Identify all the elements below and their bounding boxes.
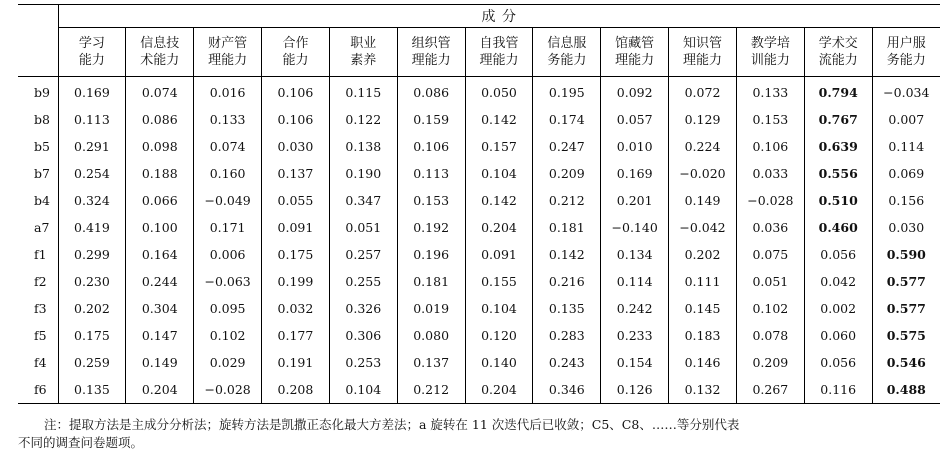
column-header-line2: 理能力 bbox=[615, 53, 655, 68]
loading-cell: 0.153 bbox=[736, 106, 804, 133]
loading-cell: 0.247 bbox=[533, 133, 601, 160]
loading-cell: 0.106 bbox=[736, 133, 804, 160]
loading-cell: 0.106 bbox=[397, 133, 465, 160]
loading-cell: 0.291 bbox=[58, 133, 126, 160]
loading-cell: 0.114 bbox=[872, 133, 940, 160]
loading-cell: 0.299 bbox=[58, 241, 126, 268]
loading-cell: 0.137 bbox=[397, 349, 465, 376]
loading-cell: 0.100 bbox=[126, 214, 194, 241]
loading-cell: 0.066 bbox=[126, 187, 194, 214]
loading-cell: 0.135 bbox=[58, 376, 126, 404]
loading-cell: 0.033 bbox=[736, 160, 804, 187]
loading-cell: 0.113 bbox=[58, 106, 126, 133]
loading-cell: 0.104 bbox=[329, 376, 397, 404]
loading-cell: 0.133 bbox=[736, 77, 804, 107]
loading-cell: 0.115 bbox=[329, 77, 397, 107]
loading-cell: 0.149 bbox=[669, 187, 737, 214]
loading-cell: 0.171 bbox=[194, 214, 262, 241]
loading-cell: 0.080 bbox=[397, 322, 465, 349]
loading-cell: 0.196 bbox=[397, 241, 465, 268]
loading-cell: 0.154 bbox=[601, 349, 669, 376]
column-header bbox=[669, 28, 737, 77]
column-header-line1: 职业 bbox=[350, 36, 377, 51]
header-corner bbox=[18, 4, 58, 77]
column-header-line2: 能力 bbox=[282, 53, 309, 68]
loading-cell: 0.075 bbox=[736, 241, 804, 268]
loading-cell: 0.010 bbox=[601, 133, 669, 160]
column-header bbox=[194, 28, 262, 77]
loading-cell: 0.007 bbox=[872, 106, 940, 133]
loading-cell: 0.159 bbox=[397, 106, 465, 133]
loading-cell: 0.794 bbox=[804, 77, 872, 107]
loading-cell: 0.488 bbox=[872, 376, 940, 404]
loading-cell: 0.142 bbox=[533, 241, 601, 268]
loading-cell: 0.202 bbox=[669, 241, 737, 268]
loading-cell: 0.019 bbox=[397, 295, 465, 322]
loading-cell: 0.546 bbox=[872, 349, 940, 376]
column-header bbox=[58, 28, 126, 77]
loading-cell: 0.074 bbox=[194, 133, 262, 160]
loading-cell: 0.060 bbox=[804, 322, 872, 349]
loading-cell: 0.051 bbox=[736, 268, 804, 295]
column-header-line1: 知识管 bbox=[683, 36, 723, 51]
column-header-line2: 素养 bbox=[350, 53, 377, 68]
column-header-line1: 用户服 bbox=[886, 36, 926, 51]
loading-cell: 0.102 bbox=[194, 322, 262, 349]
row-label: f6 bbox=[18, 376, 58, 404]
loading-cell: 0.092 bbox=[601, 77, 669, 107]
loading-cell: 0.181 bbox=[533, 214, 601, 241]
loading-cell: 0.102 bbox=[736, 295, 804, 322]
loading-cell: 0.113 bbox=[397, 160, 465, 187]
loading-cell: 0.257 bbox=[329, 241, 397, 268]
table-row bbox=[18, 241, 940, 268]
column-header-line1: 学习 bbox=[78, 36, 105, 51]
loading-cell: 0.324 bbox=[58, 187, 126, 214]
loading-cell: 0.590 bbox=[872, 241, 940, 268]
loading-cell: −0.063 bbox=[194, 268, 262, 295]
loading-cell: −0.140 bbox=[601, 214, 669, 241]
component-matrix-table bbox=[18, 4, 940, 404]
loading-cell: 0.209 bbox=[736, 349, 804, 376]
loading-cell: 0.283 bbox=[533, 322, 601, 349]
loading-cell: 0.202 bbox=[58, 295, 126, 322]
column-header-line2: 理能力 bbox=[683, 53, 723, 68]
table-row bbox=[18, 187, 940, 214]
loading-cell: 0.255 bbox=[329, 268, 397, 295]
loading-cell: 0.056 bbox=[804, 241, 872, 268]
column-header bbox=[804, 28, 872, 77]
column-header-line2: 流能力 bbox=[818, 53, 858, 68]
loading-cell: 0.347 bbox=[329, 187, 397, 214]
loading-cell: 0.074 bbox=[126, 77, 194, 107]
column-header bbox=[601, 28, 669, 77]
loading-cell: 0.177 bbox=[262, 322, 330, 349]
loading-cell: 0.051 bbox=[329, 214, 397, 241]
loading-cell: 0.091 bbox=[262, 214, 330, 241]
table-row bbox=[18, 214, 940, 241]
loading-cell: 0.175 bbox=[58, 322, 126, 349]
loading-cell: 0.146 bbox=[669, 349, 737, 376]
loading-cell: 0.145 bbox=[669, 295, 737, 322]
loading-cell: 0.253 bbox=[329, 349, 397, 376]
loading-cell: 0.212 bbox=[397, 376, 465, 404]
row-label: b7 bbox=[34, 166, 50, 181]
loading-cell: 0.577 bbox=[872, 268, 940, 295]
loading-cell: 0.224 bbox=[669, 133, 737, 160]
loading-cell: 0.142 bbox=[465, 106, 533, 133]
table-row bbox=[18, 376, 940, 404]
row-label: f1 bbox=[34, 247, 47, 262]
loading-cell: 0.098 bbox=[126, 133, 194, 160]
loading-cell: 0.201 bbox=[601, 187, 669, 214]
loading-cell: 0.190 bbox=[329, 160, 397, 187]
loading-cell: 0.304 bbox=[126, 295, 194, 322]
row-label: b9 bbox=[34, 85, 50, 100]
loading-cell: 0.042 bbox=[804, 268, 872, 295]
loading-cell: 0.120 bbox=[465, 322, 533, 349]
column-header-line2: 理能力 bbox=[411, 53, 451, 68]
column-header-line1: 馆藏管 bbox=[615, 36, 655, 51]
loading-cell: 0.050 bbox=[465, 77, 533, 107]
loading-cell: 0.140 bbox=[465, 349, 533, 376]
loading-cell: 0.767 bbox=[804, 106, 872, 133]
loading-cell: 0.243 bbox=[533, 349, 601, 376]
component-group-header: 成 分 bbox=[58, 4, 940, 28]
loading-cell: 0.111 bbox=[669, 268, 737, 295]
loading-cell: 0.030 bbox=[872, 214, 940, 241]
loading-cell: −0.049 bbox=[194, 187, 262, 214]
note-line-1: 注：提取方法是主成分分析法；旋转方法是凯撒正态化最大方差法；a 旋转在 11 次迭代后已收敛；C5、C8、……等分别代表 bbox=[44, 417, 740, 432]
loading-cell: 0.199 bbox=[262, 268, 330, 295]
loading-cell: 0.460 bbox=[804, 214, 872, 241]
loading-cell: 0.091 bbox=[465, 241, 533, 268]
loading-cell: 0.055 bbox=[262, 187, 330, 214]
row-label: f5 bbox=[34, 328, 47, 343]
loading-cell: 0.212 bbox=[533, 187, 601, 214]
loading-cell: 0.191 bbox=[262, 349, 330, 376]
loading-cell: 0.137 bbox=[262, 160, 330, 187]
loading-cell: 0.057 bbox=[601, 106, 669, 133]
table-row bbox=[18, 322, 940, 349]
loading-cell: 0.160 bbox=[194, 160, 262, 187]
loading-cell: 0.149 bbox=[126, 349, 194, 376]
loading-cell: 0.122 bbox=[329, 106, 397, 133]
loading-cell: −0.028 bbox=[194, 376, 262, 404]
column-header-line1: 教学培 bbox=[750, 36, 790, 51]
loading-cell: 0.133 bbox=[194, 106, 262, 133]
loading-cell: 0.195 bbox=[533, 77, 601, 107]
loading-cell: 0.174 bbox=[533, 106, 601, 133]
loading-cell: 0.156 bbox=[872, 187, 940, 214]
loading-cell: 0.153 bbox=[397, 187, 465, 214]
row-label: f3 bbox=[34, 301, 47, 316]
column-header bbox=[126, 28, 194, 77]
loading-cell: 0.242 bbox=[601, 295, 669, 322]
loading-cell: 0.306 bbox=[329, 322, 397, 349]
column-header-line1: 财产管 bbox=[208, 36, 248, 51]
loading-cell: 0.254 bbox=[58, 160, 126, 187]
row-label: a7 bbox=[34, 220, 50, 235]
column-header-line2: 术能力 bbox=[140, 53, 180, 68]
loading-cell: 0.188 bbox=[126, 160, 194, 187]
row-label: f2 bbox=[34, 274, 47, 289]
loading-cell: 0.086 bbox=[397, 77, 465, 107]
loading-cell: −0.042 bbox=[669, 214, 737, 241]
loading-cell: 0.169 bbox=[601, 160, 669, 187]
column-header-line1: 信息技 bbox=[140, 36, 180, 51]
loading-cell: 0.116 bbox=[804, 376, 872, 404]
column-header-line1: 信息服 bbox=[547, 36, 587, 51]
column-header bbox=[397, 28, 465, 77]
column-header-line1: 学术交 bbox=[818, 36, 858, 51]
loading-cell: 0.244 bbox=[126, 268, 194, 295]
loading-cell: 0.169 bbox=[58, 77, 126, 107]
column-header bbox=[262, 28, 330, 77]
column-header-line2: 能力 bbox=[78, 53, 105, 68]
loading-matrix bbox=[18, 4, 940, 450]
table-row bbox=[18, 77, 940, 107]
loading-cell: 0.016 bbox=[194, 77, 262, 107]
column-header-line2: 务能力 bbox=[886, 53, 926, 68]
loading-cell: 0.138 bbox=[329, 133, 397, 160]
loading-cell: 0.030 bbox=[262, 133, 330, 160]
loading-cell: 0.267 bbox=[736, 376, 804, 404]
column-header bbox=[465, 28, 533, 77]
row-label: b4 bbox=[34, 193, 50, 208]
loading-cell: 0.326 bbox=[329, 295, 397, 322]
loading-cell: 0.346 bbox=[533, 376, 601, 404]
loading-cell: 0.114 bbox=[601, 268, 669, 295]
loading-cell: −0.034 bbox=[872, 77, 940, 107]
loading-cell: 0.135 bbox=[533, 295, 601, 322]
loading-cell: 0.575 bbox=[872, 322, 940, 349]
loading-cell: 0.104 bbox=[465, 160, 533, 187]
table-row bbox=[18, 133, 940, 160]
loading-cell: 0.204 bbox=[465, 376, 533, 404]
column-header-line1: 组织管 bbox=[411, 36, 451, 51]
column-header-line1: 合作 bbox=[282, 36, 309, 51]
loading-cell: 0.181 bbox=[397, 268, 465, 295]
loading-cell: 0.510 bbox=[804, 187, 872, 214]
loading-cell: 0.233 bbox=[601, 322, 669, 349]
loading-cell: 0.095 bbox=[194, 295, 262, 322]
loading-cell: 0.230 bbox=[58, 268, 126, 295]
loading-cell: 0.056 bbox=[804, 349, 872, 376]
loading-cell: 0.086 bbox=[126, 106, 194, 133]
loading-cell: 0.183 bbox=[669, 322, 737, 349]
table-note bbox=[18, 416, 940, 452]
table-row bbox=[18, 268, 940, 295]
loading-cell: 0.104 bbox=[465, 295, 533, 322]
loading-cell: −0.020 bbox=[669, 160, 737, 187]
loading-cell: 0.155 bbox=[465, 268, 533, 295]
note-line-2: 不同的调查问卷题项。 bbox=[18, 435, 144, 450]
loading-cell: 0.147 bbox=[126, 322, 194, 349]
loading-cell: 0.208 bbox=[262, 376, 330, 404]
column-header bbox=[329, 28, 397, 77]
loading-cell: 0.029 bbox=[194, 349, 262, 376]
loading-cell: 0.002 bbox=[804, 295, 872, 322]
loading-cell: 0.069 bbox=[872, 160, 940, 187]
loading-cell: 0.106 bbox=[262, 77, 330, 107]
loading-cell: 0.126 bbox=[601, 376, 669, 404]
loading-cell: 0.209 bbox=[533, 160, 601, 187]
table-row bbox=[18, 160, 940, 187]
loading-cell: 0.006 bbox=[194, 241, 262, 268]
loading-cell: 0.164 bbox=[126, 241, 194, 268]
loading-cell: 0.259 bbox=[58, 349, 126, 376]
loading-cell: 0.556 bbox=[804, 160, 872, 187]
loading-cell: 0.175 bbox=[262, 241, 330, 268]
loading-cell: 0.132 bbox=[669, 376, 737, 404]
column-header bbox=[872, 28, 940, 77]
loading-cell: 0.157 bbox=[465, 133, 533, 160]
row-label: b5 bbox=[34, 139, 50, 154]
column-header bbox=[736, 28, 804, 77]
column-header-line2: 理能力 bbox=[479, 53, 519, 68]
row-label: b8 bbox=[34, 112, 50, 127]
loading-cell: 0.204 bbox=[126, 376, 194, 404]
loading-cell: 0.134 bbox=[601, 241, 669, 268]
loading-cell: 0.577 bbox=[872, 295, 940, 322]
column-header-line2: 理能力 bbox=[208, 53, 248, 68]
loading-cell: 0.129 bbox=[669, 106, 737, 133]
column-header bbox=[533, 28, 601, 77]
loading-cell: 0.032 bbox=[262, 295, 330, 322]
loading-cell: 0.036 bbox=[736, 214, 804, 241]
loading-cell: −0.028 bbox=[736, 187, 804, 214]
loading-cell: 0.106 bbox=[262, 106, 330, 133]
column-header-line2: 训能力 bbox=[750, 53, 790, 68]
loading-cell: 0.142 bbox=[465, 187, 533, 214]
loading-cell: 0.192 bbox=[397, 214, 465, 241]
row-label: f4 bbox=[34, 355, 47, 370]
column-header-line2: 务能力 bbox=[547, 53, 587, 68]
loading-cell: 0.639 bbox=[804, 133, 872, 160]
table-row bbox=[18, 106, 940, 133]
table-row bbox=[18, 295, 940, 322]
table-row bbox=[18, 349, 940, 376]
loading-cell: 0.072 bbox=[669, 77, 737, 107]
column-header-line1: 自我管 bbox=[479, 36, 519, 51]
loading-cell: 0.419 bbox=[58, 214, 126, 241]
loading-cell: 0.204 bbox=[465, 214, 533, 241]
loading-cell: 0.216 bbox=[533, 268, 601, 295]
table-top-rule bbox=[18, 4, 940, 5]
loading-cell: 0.078 bbox=[736, 322, 804, 349]
